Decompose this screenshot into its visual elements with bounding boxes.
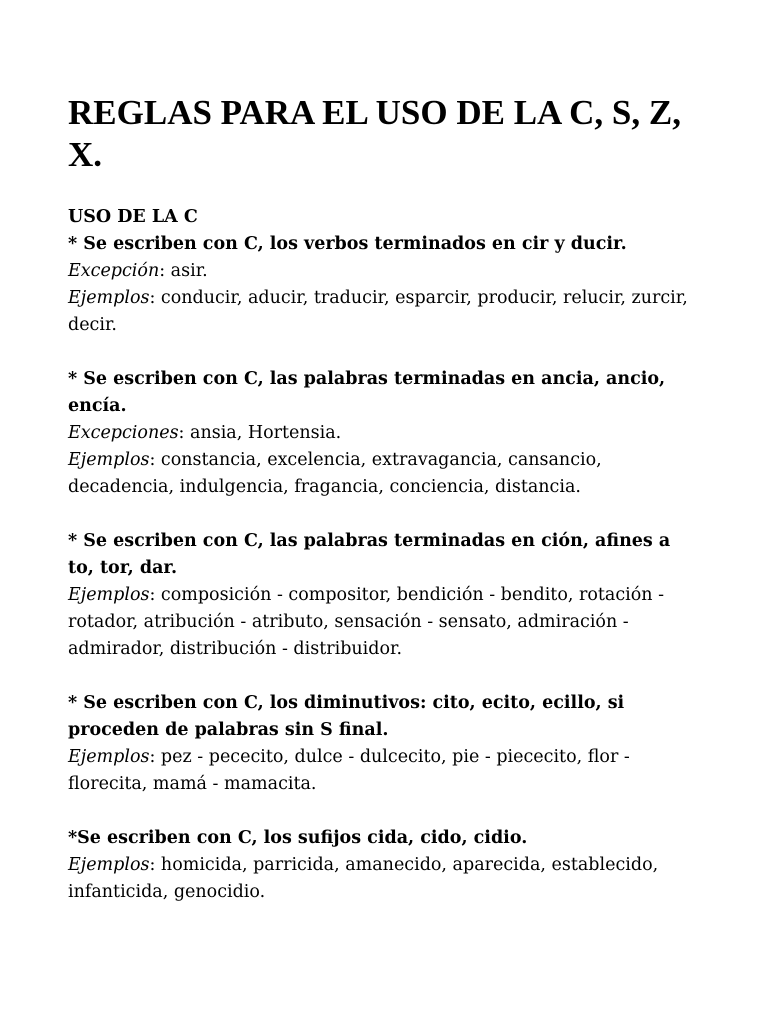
rule-line-label: Ejemplos [68, 855, 150, 875]
rule-line-text: : conducir, aducir, traducir, esparcir, producir, relucir, zurcir, decir. [68, 288, 688, 335]
rule-title: * Se escriben con C, los verbos terminados en cir y ducir. [68, 234, 627, 254]
document-page [68, 92, 708, 906]
rule-2 [68, 366, 708, 501]
rule-1 [68, 231, 708, 339]
rule-exception [68, 420, 700, 447]
rule-title: * Se escriben con C, las palabras terminadas en ción, afines a to, tor, dar. [68, 531, 671, 578]
rule-examples [68, 447, 700, 501]
section-heading: USO DE LA C [68, 207, 198, 227]
rule-line-label: Ejemplos [68, 450, 150, 470]
rule-line-label: Ejemplos [68, 288, 150, 308]
rule-3 [68, 528, 708, 663]
rule-exception [68, 258, 700, 285]
rule-line-text: : homicida, parricida, amanecido, aparecida, establecido, infanticida, genocidio. [68, 855, 659, 902]
rule-line-text: : composición - compositor, bendición - bendito, rotación - rotador, atribución - atributo, sensación - sensato, admiración - admirador, distribución - distribuidor. [68, 585, 665, 659]
rule-line-label: Ejemplos [68, 747, 150, 767]
rule-line-text: : pez - pececito, dulce - dulcecito, pie - piececito, flor - florecita, mamá - mamacita. [68, 747, 630, 794]
rule-examples [68, 582, 700, 663]
rule-examples [68, 744, 700, 798]
rule-4 [68, 690, 708, 798]
rule-title: * Se escriben con C, las palabras terminadas en ancia, ancio, encía. [68, 369, 666, 416]
rule-examples [68, 285, 700, 339]
rule-line-text: : asir. [159, 261, 208, 281]
rule-line-label: Excepciones [68, 423, 179, 443]
rule-title: * Se escriben con C, los diminutivos: cito, ecito, ecillo, si proceden de palabras sin S final. [68, 693, 625, 740]
rule-line-text: : constancia, excelencia, extravagancia, cansancio, decadencia, indulgencia, fragancia, conciencia, distancia. [68, 450, 602, 497]
rule-5 [68, 825, 708, 906]
document-title: REGLAS PARA EL USO DE LA C, S, Z, X. [68, 93, 681, 174]
rule-line-label: Ejemplos [68, 585, 150, 605]
rule-line-label: Excepción [68, 261, 160, 281]
rule-line-text: : ansia, Hortensia. [178, 423, 342, 443]
rule-examples [68, 852, 700, 906]
rule-title: *Se escriben con C, los sufijos cida, cido, cidio. [68, 828, 528, 848]
